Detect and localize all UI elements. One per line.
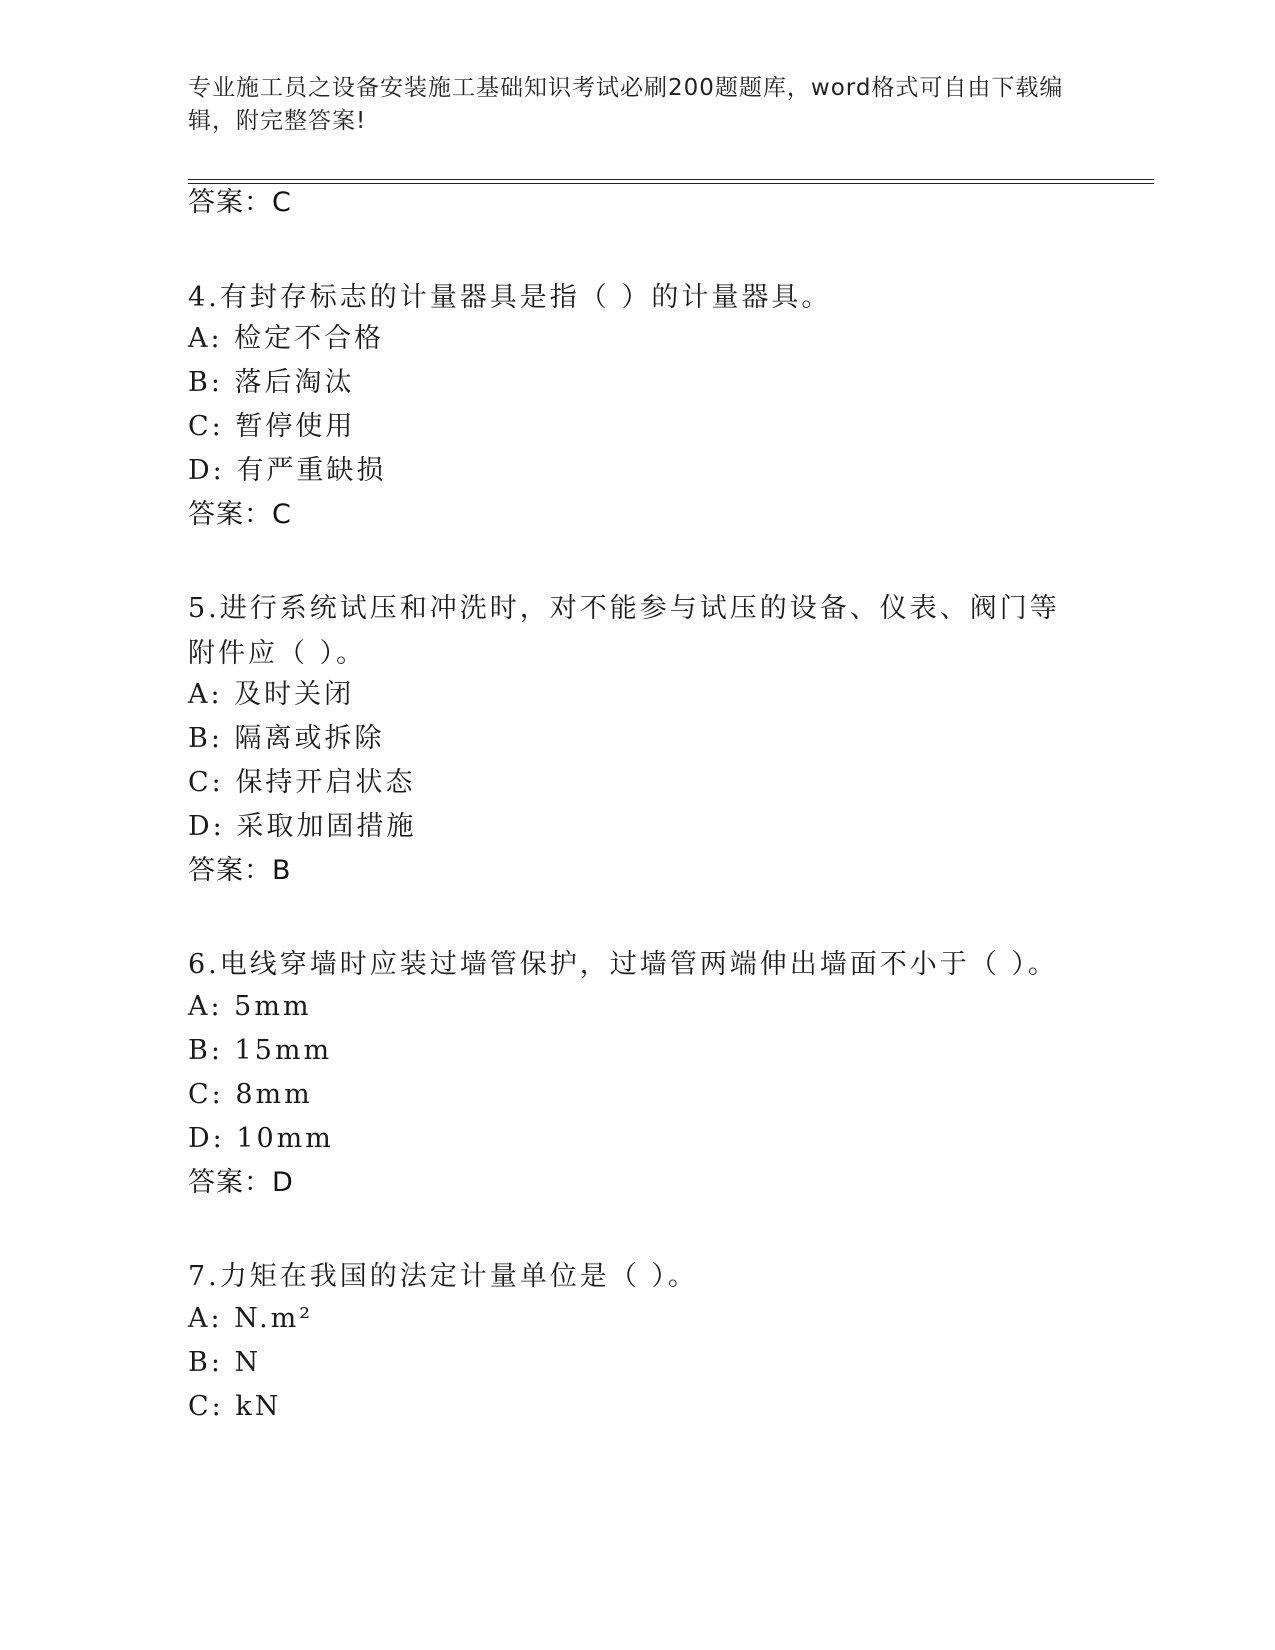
question-5-option-b: B: 隔离或拆除: [188, 723, 385, 754]
question-6-option-c: C: 8mm: [188, 1079, 313, 1110]
question-4-stem: 4.有封存标志的计量器具是指（ ）的计量器具。: [188, 282, 832, 313]
question-6-stem: 6.电线穿墙时应装过墙管保护，过墙管两端伸出墙面不小于（ ）。: [188, 949, 1058, 980]
question-7-option-c: C: kN: [188, 1391, 282, 1422]
question-6-option-a: A: 5mm: [188, 991, 312, 1022]
question-5-option-d: D: 采取加固措施: [188, 811, 417, 842]
answer-prev: 答案：C: [188, 187, 292, 218]
question-6-option-d: D: 10mm: [188, 1123, 334, 1154]
question-5-option-c: C: 保持开启状态: [188, 767, 416, 798]
question-6-option-b: B: 15mm: [188, 1035, 333, 1066]
header-divider-top: [188, 179, 1154, 180]
question-5-answer: 答案：B: [188, 855, 292, 886]
question-4-option-d: D: 有严重缺损: [188, 455, 387, 486]
page-header-title: 专业施工员之设备安装施工基础知识考试必刷200题题库，word格式可自由下载编辑，附完整答案!: [188, 75, 1064, 134]
question-4-option-c: C: 暂停使用: [188, 411, 356, 442]
question-4-answer: 答案：C: [188, 499, 292, 530]
question-5-stem: 5.进行系统试压和冲洗时，对不能参与试压的设备、仪表、阀门等附件应（ ）。: [188, 593, 1060, 669]
header-divider-bottom: [188, 183, 1154, 184]
question-7-option-b: B: N: [188, 1347, 262, 1378]
question-6-answer: 答案：D: [188, 1167, 294, 1198]
question-7-option-a: A: N.m²: [188, 1303, 314, 1334]
question-7-stem: 7.力矩在我国的法定计量单位是（ ）。: [188, 1261, 698, 1292]
question-4-option-b: B: 落后淘汰: [188, 367, 355, 398]
question-4-option-a: A: 检定不合格: [188, 323, 385, 354]
question-5-option-a: A: 及时关闭: [188, 679, 355, 710]
